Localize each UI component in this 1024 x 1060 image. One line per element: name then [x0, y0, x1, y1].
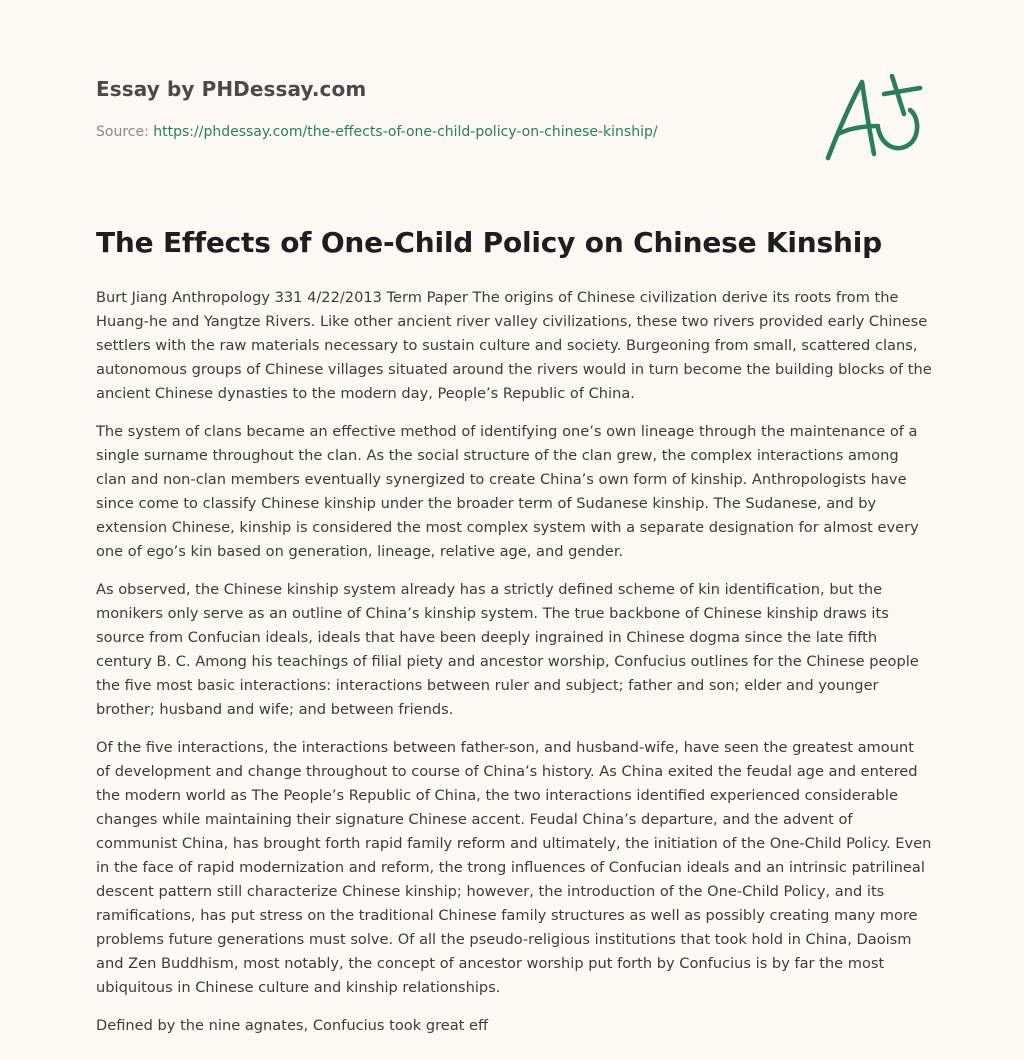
essay-paragraph: Burt Jiang Anthropology 331 4/22/2013 Term Paper The origins of Chinese civilization derive its roots from the Huang-he and Yangtze Rivers. Like other ancient river valley civilizations, these two rivers provided early Chinese settlers with the raw materials necessary to sustain culture and society. Burgeoning from small, scattered clans, autonomous groups of Chinese villages situated around the rivers would in turn become the building blocks of the ancient Chinese dynasties to the modern day, People’s Republic of China.	[96, 289, 932, 402]
essay-paragraph: Of the five interactions, the interactions between father-son, and husband-wife, have seen the greatest amount of development and change throughout to course of China’s history. As China exited the feudal age and entered the modern world as The People’s Republic of China, the two interactions identified experienced considerable changes while maintaining their signature Chinese accent. Feudal China’s departure, and the advent of communist China, has brought forth rapid family reform and ultimately, the initiation of the One-Child Policy. Even in the face of rapid modernization and reform, the trong influences of Confucian ideals and an intrinsic patrilineal descent pattern still characterize Chinese kinship; however, the introduction of the One-Child Policy, and its ramifications, has put stress on the traditional Chinese family structures as well as possibly creating many more problems future generations must solve. Of all the pseudo-religious institutions that took hold in China, Daoism and Zen Buddhism, most notably, the concept of ancestor worship put forth by Confucius is by far the most ubiquitous in Chinese culture and kinship relationships.	[96, 739, 932, 996]
essay-paragraph: As observed, the Chinese kinship system already has a strictly defined scheme of kin identification, but the monikers only serve as an outline of China’s kinship system. The true backbone of Chinese kinship draws its source from Confucian ideals, ideals that have been deeply ingrained in Chinese dogma since the late fifth century B. C. Among his teachings of filial piety and ancestor worship, Confucius outlines for the Chinese people the five most basic interactions: interactions between ruler and subject; father and son; elder and younger brother; husband and wife; and between friends.	[96, 581, 919, 718]
source-label: Source:	[96, 124, 154, 140]
essay-paragraph-truncated: Defined by the nine agnates, Confucius took great eff	[96, 1017, 489, 1034]
site-brand: Essay by PHDessay.com	[96, 77, 367, 101]
a-plus-grade-icon	[820, 66, 930, 166]
essay-body	[96, 286, 932, 1052]
essay-paragraph: The system of clans became an effective method of identifying one’s own lineage through the maintenance of a single surname throughout the clan. As the social structure of the clan grew, the complex interactions among clan and non-clan members eventually synergized to create China’s own form of kinship. Anthropologists have since come to classify Chinese kinship under the broader term of Sudanese kinship. The Sudanese, and by extension Chinese, kinship is considered the most complex system with a separate designation for almost every one of ego’s kin based on generation, lineage, relative age, and gender.	[96, 423, 919, 560]
source-line	[96, 124, 658, 140]
source-link[interactable]: https://phdessay.com/the-effects-of-one-child-policy-on-chinese-kinship/	[153, 124, 658, 140]
essay-title: The Effects of One-Child Policy on Chinese Kinship	[96, 226, 882, 259]
